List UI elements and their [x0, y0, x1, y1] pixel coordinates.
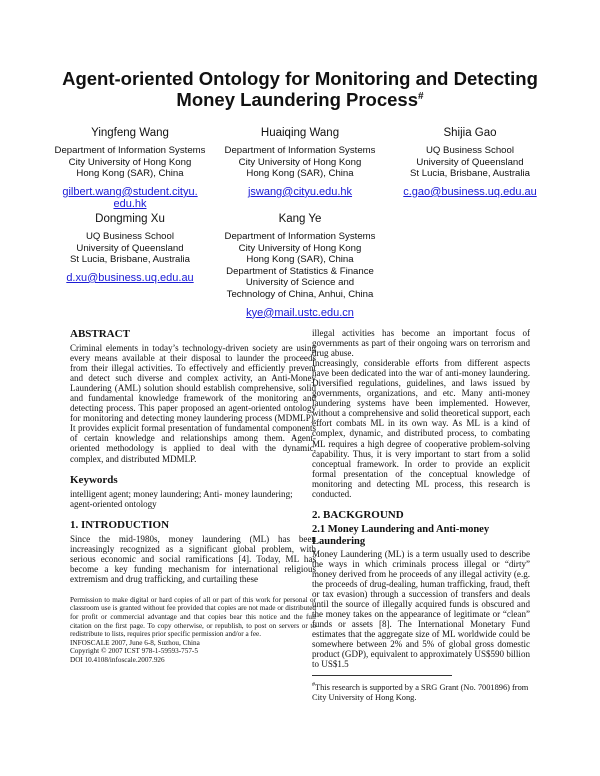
author-block: [392, 126, 548, 198]
abstract-heading: ABSTRACT: [70, 328, 130, 340]
author-affiliation-line: Hong Kong (SAR), China: [246, 168, 354, 180]
title-line-2: [30, 89, 570, 110]
author-block: [222, 212, 378, 319]
copyright-line: Copyright © 2007 ICST 978-1-59593-757-5: [70, 647, 198, 656]
conference-line: INFOSCALE 2007, June 6-8, Suzhou, China: [70, 638, 200, 647]
keywords-text: intelligent agent; money laundering; Anti- money laundering; agent-oriented ontology: [70, 488, 293, 509]
author-name: Huaiqing Wang: [260, 127, 340, 139]
left-column: [70, 328, 316, 665]
right-column: [312, 328, 530, 703]
author-affiliation-line: Hong Kong (SAR), China: [76, 168, 184, 180]
author-name: Shijia Gao: [443, 127, 497, 139]
footnote: [312, 680, 530, 703]
title-footnote-mark: #: [418, 90, 424, 102]
footnote-divider: [312, 675, 452, 676]
background-heading: 2. BACKGROUND: [312, 508, 404, 521]
author-affiliation-line: City University of Hong Kong: [238, 156, 362, 168]
author-email-part[interactable]: edu.hk: [113, 198, 147, 211]
author-affiliation-line: Department of Information Systems: [224, 145, 376, 156]
author-affiliation-line: University of Queensland: [76, 242, 184, 254]
author-email-link[interactable]: kye@mail.ustc.edu.cn: [246, 306, 354, 319]
author-affiliation-line: City University of Hong Kong: [238, 242, 362, 254]
author-email-part[interactable]: gilbert.wang@student.cityu.: [62, 185, 198, 198]
author-name: Kang Ye: [278, 213, 322, 225]
author-affiliation-line: UQ Business School: [426, 145, 514, 156]
author-name: Dongming Xu: [95, 213, 165, 225]
background-text: Money Laundering (ML) is a term usually used to describe the ways in which criminals process illegal or “dirty” money derived from he proceeds of any illegal activity (e.g. the proceeds of drug-dealing, human trafficking, fraud, theft or tax evasion) through a succession of transfers and deals until the source of illegally acquired funds is obscured and the money takes on the appearance of legitimate or “clean” funds or assets [8]. The International Monetary Fund estimates that the aggregate size of ML worldwide could be somewhere between 2% and 5% of global gross domestic product (GDP), equivalent to approximately US$590 billion to US$1.5: [312, 548, 530, 670]
author-affiliation-line: Technology of China, Anhui, China: [226, 288, 374, 300]
author-affiliation-line: Hong Kong (SAR), China: [246, 254, 354, 266]
author-block: [52, 212, 208, 284]
author-affiliation-line: UQ Business School: [86, 231, 174, 242]
author-email-link[interactable]: d.xu@business.uq.edu.au: [66, 271, 194, 284]
footnote-mark: #: [312, 682, 315, 689]
author-affiliation-line: City University of Hong Kong: [68, 156, 192, 168]
author-affiliation-line: St Lucia, Brisbane, Australia: [70, 254, 190, 266]
author-affiliation-line: Department of Information Systems: [224, 231, 376, 242]
author-affiliation-line: Department of Statistics & Finance: [226, 265, 374, 277]
author-affiliation-line: University of Queensland: [416, 156, 524, 168]
author-email-link[interactable]: c.gao@business.uq.edu.au: [403, 185, 537, 198]
author-affiliation-line: University of Science and: [245, 277, 355, 289]
keywords-heading: Keywords: [70, 473, 118, 486]
doi-line: DOI 10.4108/infoscale.2007.926: [70, 656, 165, 665]
author-email-link[interactable]: [52, 186, 208, 211]
author-email-link[interactable]: jswang@cityu.edu.hk: [247, 185, 353, 198]
introduction-text: Since the mid-1980s, money laundering (ML) has been increasingly recognized as a significant global problem, with serious economic and social ramifications [4]. Today, ML has become a key funding mechanism for international religious extremism and drug trafficking, and curtailing these: [70, 533, 316, 584]
author-affiliation-line: Department of Information Systems: [54, 145, 206, 156]
footnote-text: This research is supported by a SRG Grant (No. 7001896) from City University of Hong Kong.: [312, 683, 529, 703]
title-line-2-text: Money Laundering Process: [176, 89, 419, 110]
permission-notice: [70, 596, 316, 665]
introduction-heading: 1. INTRODUCTION: [70, 518, 170, 531]
permission-text: Permission to make digital or hard copies of all or part of this work for personal or classroom use is granted without fee provided that copies are not made or distributed for profit or commercial advantage and that copies bear this notice and the full citation on the first page. To copy otherwise, or republish, to post on servers or to redistribute to lists, requires prior specific permission and/or a fee.: [70, 595, 316, 639]
introduction-paragraph-2: Increasingly, considerable efforts from different aspects have been dedicated into the war of anti-money laundering. Diversified regulations, guidelines, and laws issued by governments, organizations, and etc. Many anti-money laundering systems have been implemented. However, without a comprehensive and solid theoretical support, each effort combats ML in its own way. As ML is a kind of complex, dynamic, and distributed process, to combating ML requires a high degree of cooperative problem-solving capability. Thus, it is very important to start from a solid conceptual framework. In order to provide an explicit formal presentation of the conceptual knowledge of monitoring and detecting ML process, this research is conducted.: [312, 358, 530, 499]
author-block: [222, 126, 378, 198]
title-line-1: Agent-oriented Ontology for Monitoring and Detecting: [62, 68, 538, 89]
introduction-continued: illegal activities has become an important focus of governments as part of their ongoing wars on terrorism and drug abuse.: [312, 328, 530, 359]
background-subheading: 2.1 Money Laundering and Anti-money Laundering: [312, 523, 490, 547]
author-name: Yingfeng Wang: [91, 127, 169, 139]
abstract-text: Criminal elements in today’s technology-driven society are using every means available at their disposal to launder the proceeds from their illegal activities. To effectively and efficiently prevent and detect such diverse and complex activity, an Anti-Money Laundering (AML) solution should establish comprehensive, solid and fundamental knowledge framework of the monitoring and detecting process. This paper proposed an agent-oriented ontology for monitoring and detecting money laundering process (MDMLP). It provides explicit formal presentation of fundamental components of certain knowledge and relationships among them. Agent-oriented methodology is applied to deal with the dynamic, complex, and distributed MDMLP.: [70, 343, 316, 464]
author-affiliation-line: St Lucia, Brisbane, Australia: [410, 168, 530, 180]
paper-title: [30, 68, 570, 110]
author-block: [52, 126, 208, 211]
